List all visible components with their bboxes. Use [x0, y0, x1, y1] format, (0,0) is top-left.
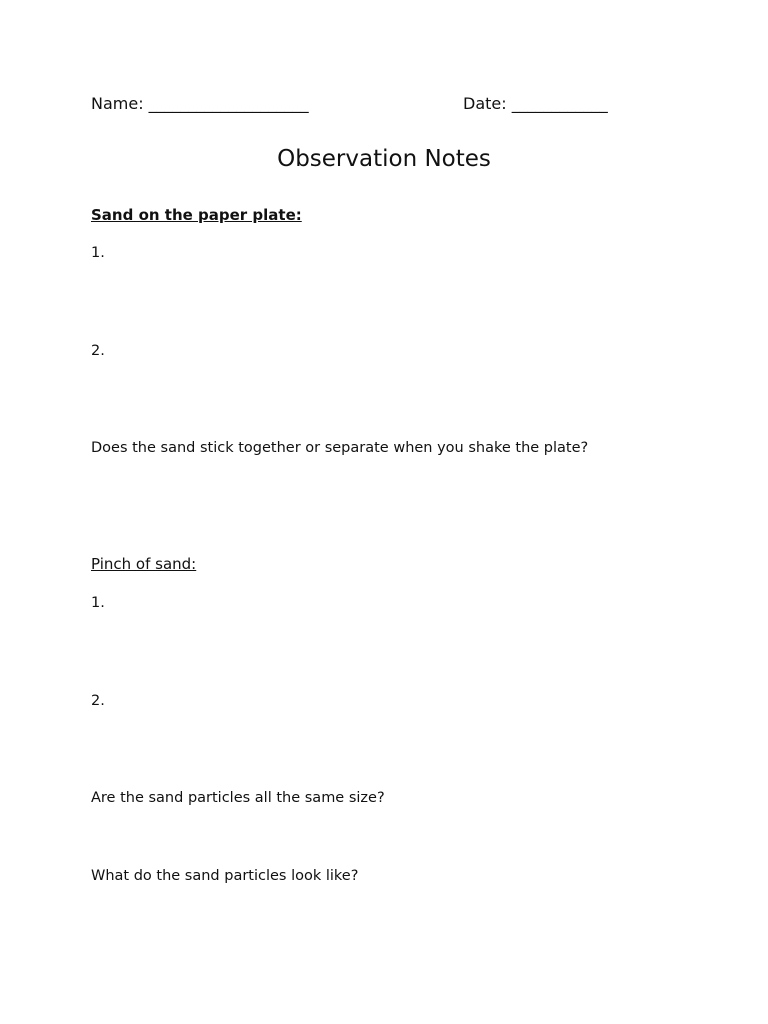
section-heading-paper-plate: Sand on the paper plate:: [91, 206, 302, 224]
name-field-label: Name: ____________________: [91, 94, 309, 113]
list-item-number: 2.: [91, 343, 105, 359]
page-title: Observation Notes: [277, 146, 491, 172]
question-text: What do the sand particles look like?: [91, 868, 359, 884]
date-field-label: Date: ____________: [463, 94, 608, 113]
section-heading-pinch-of-sand: Pinch of sand:: [91, 555, 197, 573]
list-item-number: 1.: [91, 245, 105, 261]
list-item-number: 2.: [91, 693, 105, 709]
question-text: Are the sand particles all the same size?: [91, 790, 385, 806]
question-text: Does the sand stick together or separate when you shake the plate?: [91, 440, 589, 456]
list-item-number: 1.: [91, 595, 105, 611]
